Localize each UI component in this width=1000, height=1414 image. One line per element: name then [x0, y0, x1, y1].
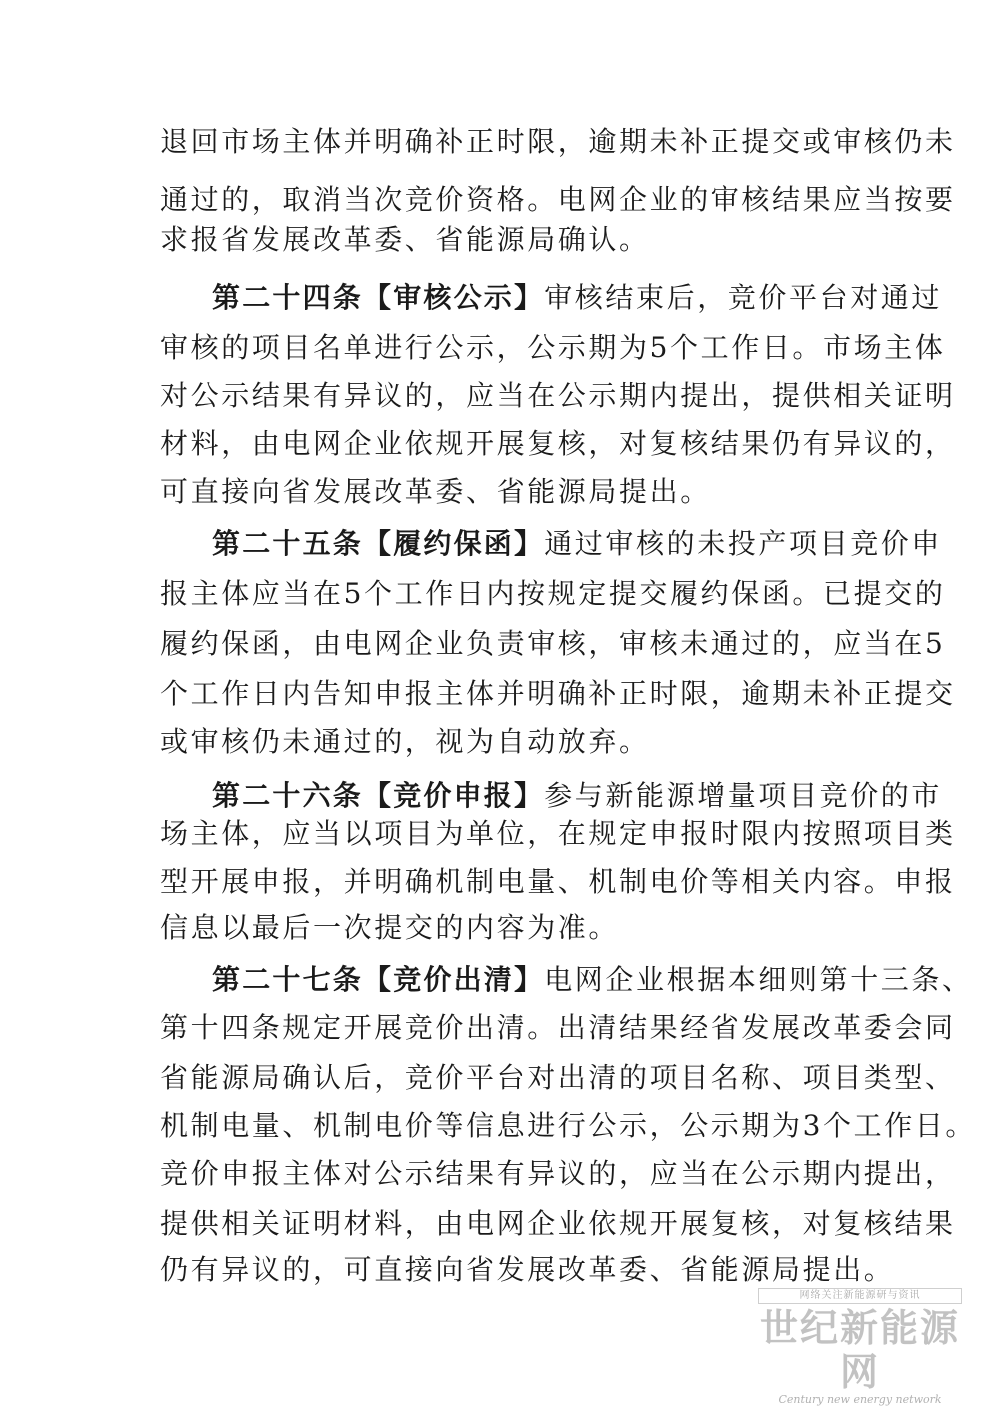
text-line: 可直接向省发展改革委、省能源局提出。 — [160, 475, 711, 508]
text-line: 报主体应当在5个工作日内按规定提交履约保函。已提交的 — [160, 577, 946, 610]
site-watermark — [750, 1288, 970, 1406]
text-line: 省能源局确认后，竞价平台对出清的项目名称、项目类型、 — [160, 1061, 956, 1094]
text-line: 场主体，应当以项目为单位，在规定申报时限内按照项目类 — [160, 817, 956, 850]
article-26-first-line: 第二十六条【竞价申报】参与新能源增量项目竞价的市 — [212, 779, 943, 812]
text-line: 或审核仍未通过的，视为自动放弃。 — [160, 725, 650, 758]
text-line: 型开展申报，并明确机制电量、机制电价等相关内容。申报 — [160, 865, 956, 898]
article-27-first-line: 第二十七条【竞价出清】电网企业根据本细则第十三条、 — [212, 963, 973, 996]
text-line: 机制电量、机制电价等信息进行公示，公示期为3个工作日。 — [160, 1109, 977, 1142]
text-line: 信息以最后一次提交的内容为准。 — [160, 911, 620, 944]
text-line: 履约保函，由电网企业负责审核，审核未通过的，应当在5 — [160, 627, 946, 660]
text-line: 退回市场主体并明确补正时限，逾期未补正提交或审核仍未 — [160, 125, 956, 158]
text-line: 竞价申报主体对公示结果有异议的，应当在公示期内提出， — [160, 1157, 956, 1190]
watermark-subtitle: Century new energy network — [778, 1393, 942, 1406]
text-line: 审核的项目名单进行公示，公示期为5个工作日。市场主体 — [160, 331, 946, 364]
article-heading: 第二十四条【审核公示】 — [212, 281, 545, 314]
watermark-logo: 世纪新能源网 — [759, 1305, 960, 1394]
article-heading: 第二十五条【履约保函】 — [212, 527, 545, 560]
article-heading: 第二十六条【竞价申报】 — [212, 779, 545, 812]
article-25-first-line: 第二十五条【履约保函】通过审核的未投产项目竞价申 — [212, 527, 943, 560]
text-line: 材料，由电网企业依规开展复核，对复核结果仍有异议的， — [160, 427, 956, 460]
text-line: 第十四条规定开展竞价出清。出清结果经省发展改革委会同 — [160, 1011, 956, 1044]
text-line: 通过的，取消当次竞价资格。电网企业的审核结果应当按要 — [160, 183, 956, 216]
article-24-first-line: 第二十四条【审核公示】审核结束后，竞价平台对通过 — [212, 281, 943, 314]
text-line: 仍有异议的，可直接向省发展改革委、省能源局提出。 — [160, 1253, 895, 1286]
article-heading: 第二十七条【竞价出清】 — [212, 963, 545, 996]
text-line: 对公示结果有异议的，应当在公示期内提出，提供相关证明 — [160, 379, 956, 412]
text-line: 提供相关证明材料，由电网企业依规开展复核，对复核结果 — [160, 1207, 956, 1240]
text-line: 个工作日内告知申报主体并明确补正时限，逾期未补正提交 — [160, 677, 956, 710]
watermark-tagline: 网络关注新能源研与资讯 — [758, 1288, 962, 1304]
text-line: 求报省发展改革委、省能源局确认。 — [160, 223, 650, 256]
